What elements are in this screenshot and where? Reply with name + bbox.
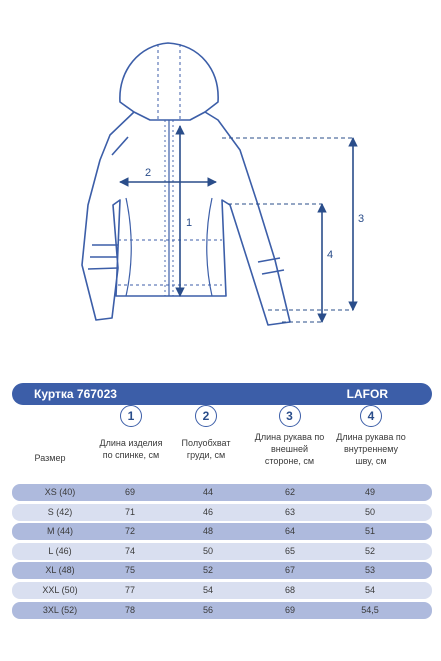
size-cell: L (46) xyxy=(48,545,72,556)
measure-label-1: 1 xyxy=(186,217,193,229)
column-1-label-line: по спинке, см xyxy=(102,450,160,460)
chest-cell: 48 xyxy=(202,526,213,537)
column-header-4 xyxy=(330,405,412,467)
size-table-body xyxy=(12,484,432,621)
outer-sleeve-cell: 64 xyxy=(284,526,295,537)
table-row xyxy=(12,602,432,619)
column-4-label-line: внутреннему xyxy=(343,444,399,454)
brand-name: LAFOR xyxy=(346,387,388,401)
table-row xyxy=(12,523,432,540)
size-cell: S (42) xyxy=(47,506,73,517)
length-cell: 75 xyxy=(124,565,135,576)
table-row xyxy=(12,504,432,521)
length-cell: 74 xyxy=(124,545,135,556)
column-header-2 xyxy=(170,405,242,461)
length-cell: 69 xyxy=(124,487,135,497)
table-row xyxy=(12,484,432,501)
column-number-1: 1 xyxy=(120,405,142,427)
outer-sleeve-cell: 62 xyxy=(284,487,295,497)
size-cell: 3XL (52) xyxy=(42,604,78,615)
table-row xyxy=(12,543,432,560)
jacket-outline xyxy=(82,43,290,325)
chest-cell: 44 xyxy=(202,487,213,497)
size-header-label: Размер xyxy=(34,453,66,463)
length-cell: 77 xyxy=(124,584,135,595)
inner-sleeve-cell: 54,5 xyxy=(361,604,379,615)
measure-label-2: 2 xyxy=(145,167,152,179)
column-number-4: 4 xyxy=(360,405,382,427)
outer-sleeve-cell: 68 xyxy=(284,584,295,595)
column-4-label-line: шву, см xyxy=(355,456,387,466)
size-column-header xyxy=(20,452,80,464)
column-2-label-line: Полуобхват xyxy=(181,438,231,448)
column-2-label-line: груди, см xyxy=(186,450,226,460)
chest-cell: 50 xyxy=(202,545,213,556)
outer-sleeve-cell: 65 xyxy=(284,545,295,556)
column-1-label-line: Длина изделия xyxy=(99,438,163,448)
outer-sleeve-cell: 67 xyxy=(284,565,295,576)
column-3-label-line: внешней xyxy=(271,444,308,454)
size-cell: M (44) xyxy=(46,526,73,537)
chest-cell: 54 xyxy=(202,584,213,595)
chest-cell: 56 xyxy=(202,604,213,615)
inner-sleeve-cell: 51 xyxy=(364,526,375,537)
chest-cell: 46 xyxy=(202,506,213,517)
product-title: Куртка 767023 xyxy=(34,387,117,401)
size-table-header xyxy=(12,405,432,483)
table-row xyxy=(12,582,432,599)
column-number-2: 2 xyxy=(195,405,217,427)
outer-sleeve-cell: 63 xyxy=(284,506,295,517)
measure-label-3: 3 xyxy=(358,213,365,225)
inner-sleeve-cell: 53 xyxy=(364,565,375,576)
column-4-label-line: Длина рукава по xyxy=(336,432,406,442)
measure-label-4: 4 xyxy=(327,249,334,261)
size-cell: XXL (50) xyxy=(42,584,78,595)
column-header-3 xyxy=(247,405,332,467)
inner-sleeve-cell: 50 xyxy=(364,506,375,517)
column-header-1 xyxy=(90,405,172,461)
length-cell: 72 xyxy=(124,526,135,537)
column-3-label-line: стороне, см xyxy=(264,456,315,466)
length-cell: 78 xyxy=(124,604,135,615)
product-title-bar xyxy=(12,383,432,405)
inner-sleeve-cell: 52 xyxy=(364,545,375,556)
size-cell: XS (40) xyxy=(44,487,76,497)
length-cell: 71 xyxy=(124,506,135,517)
column-number-3: 3 xyxy=(279,405,301,427)
inner-sleeve-cell: 54 xyxy=(364,584,375,595)
inner-sleeve-cell: 49 xyxy=(364,487,375,497)
size-cell: XL (48) xyxy=(45,565,75,576)
chest-cell: 52 xyxy=(202,565,213,576)
table-row xyxy=(12,562,432,579)
outer-sleeve-cell: 69 xyxy=(284,604,295,615)
column-3-label-line: Длина рукава по xyxy=(254,432,325,442)
